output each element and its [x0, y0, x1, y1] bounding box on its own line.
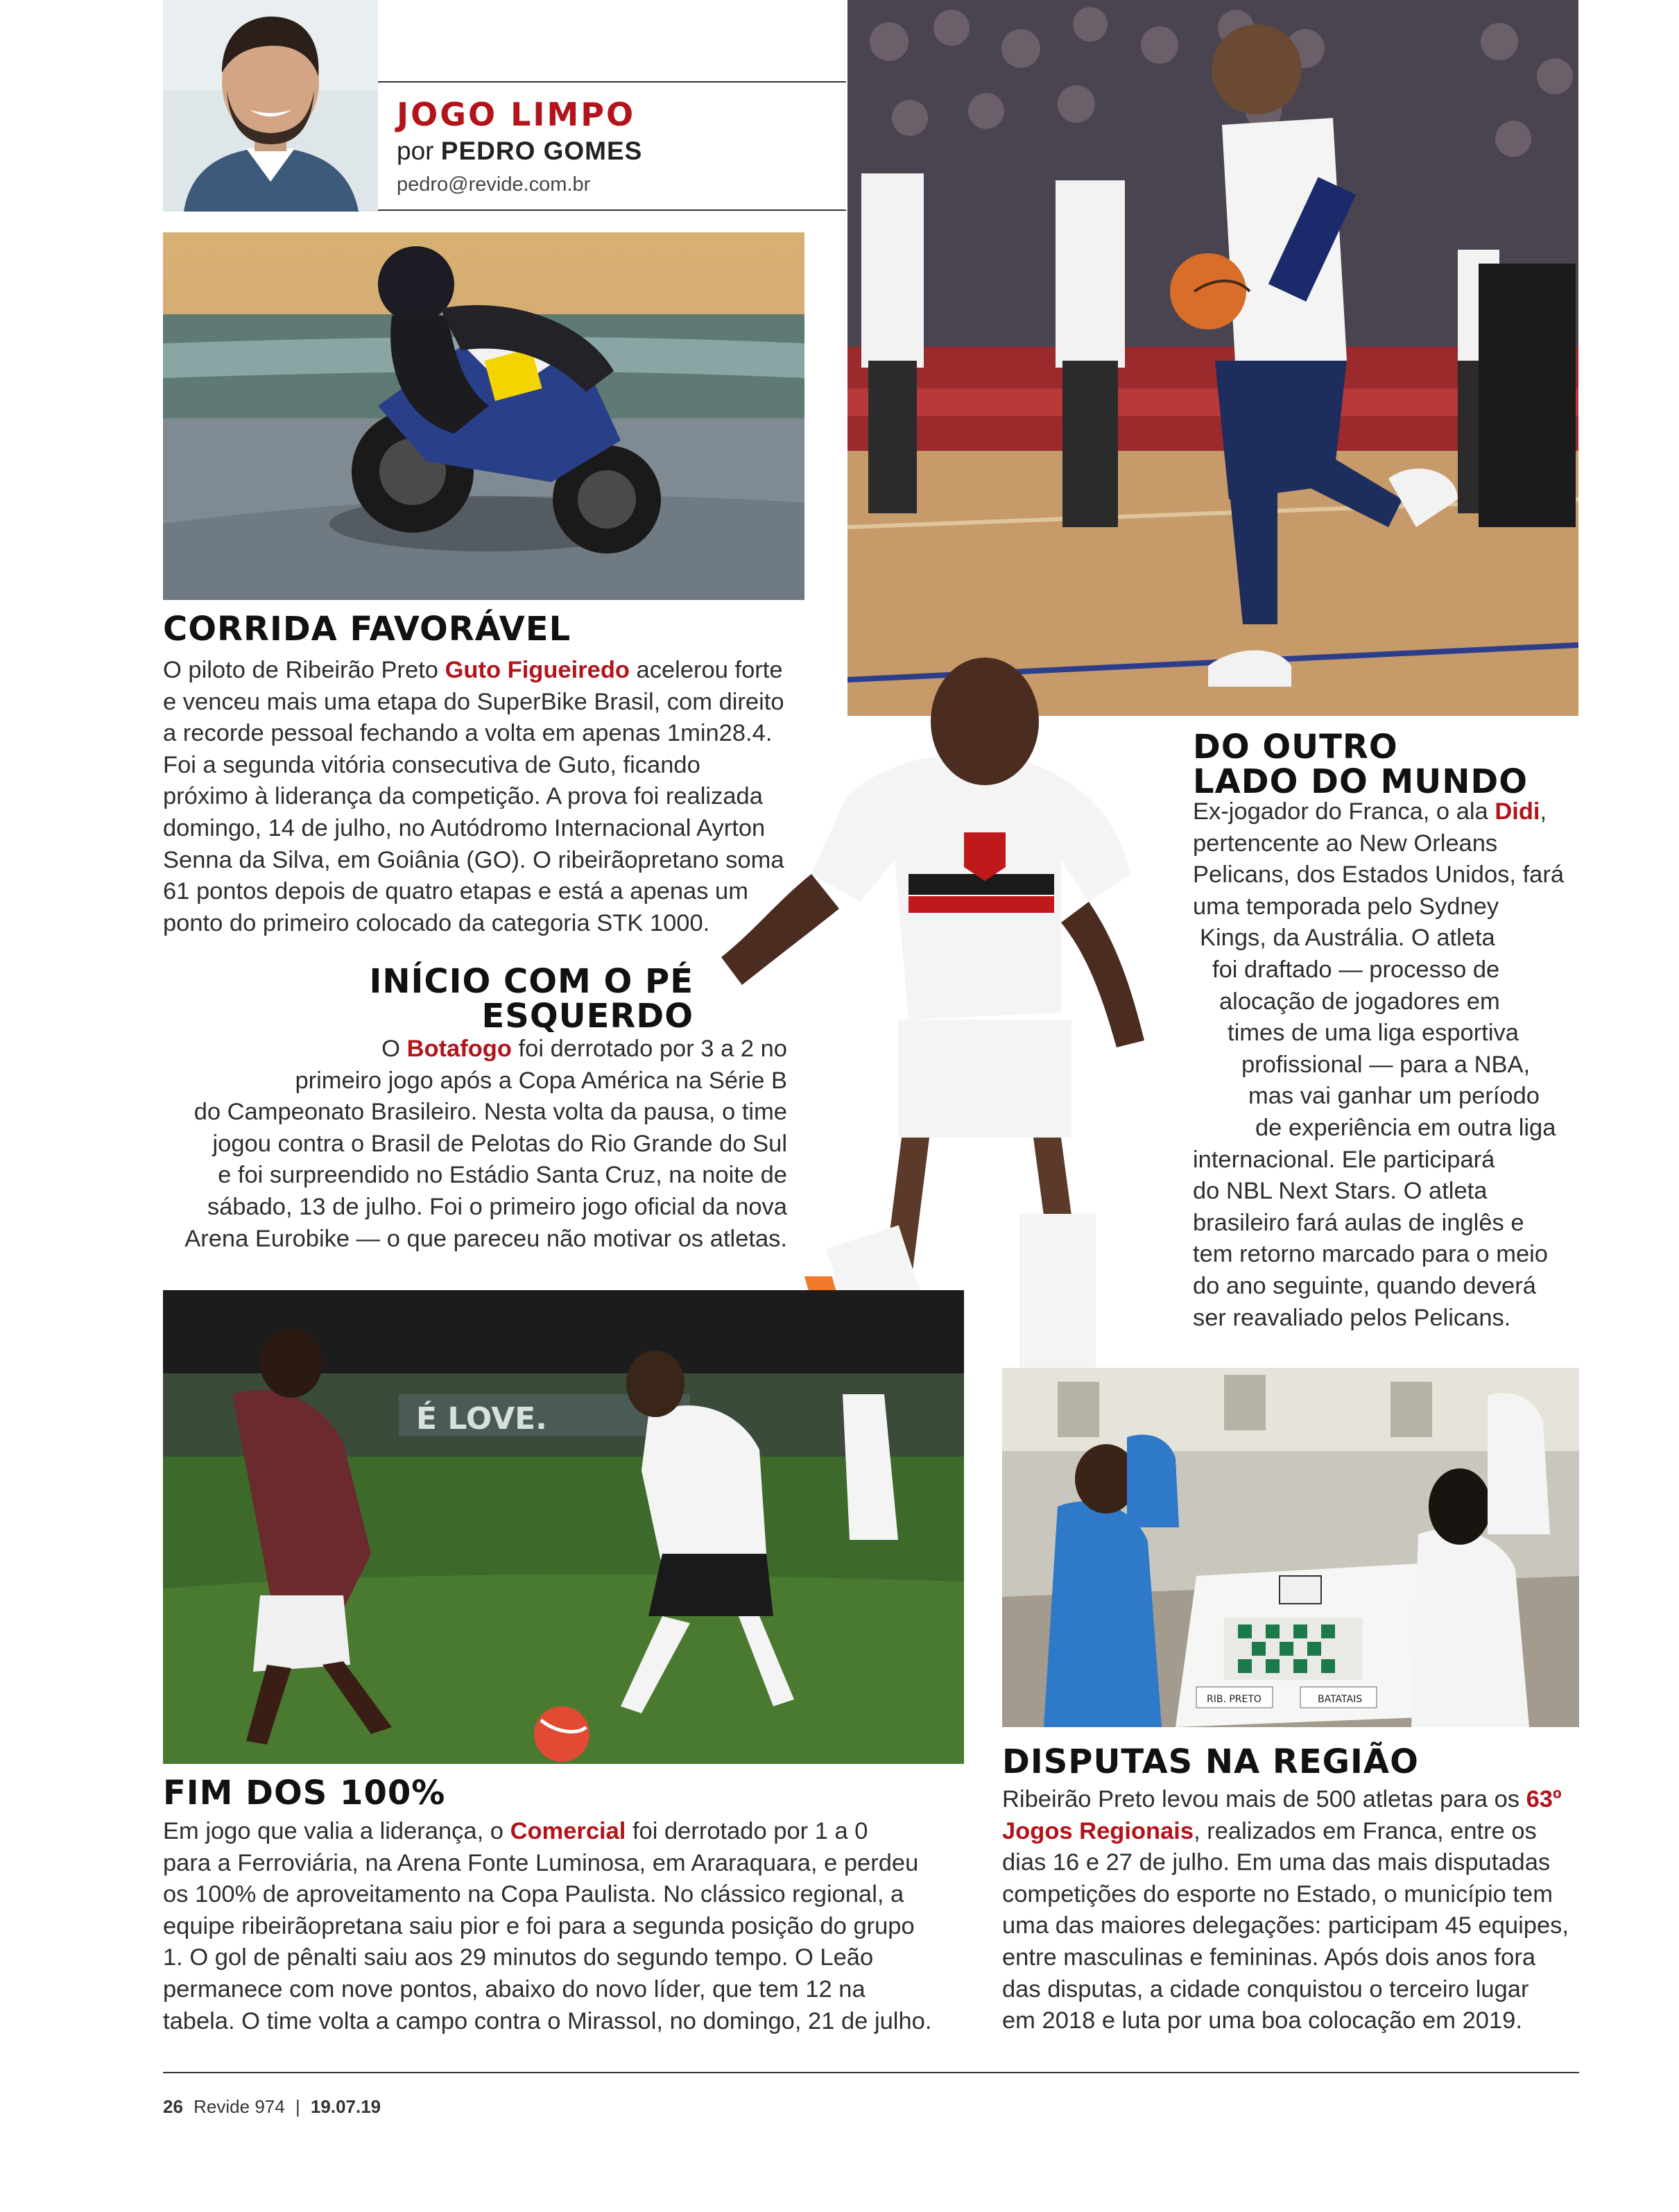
text-segment: foi derrotado por 3 a 2 no — [511, 1036, 787, 1062]
article-body-fim — [163, 1816, 967, 2037]
text-segment: acelerou forte — [629, 657, 783, 683]
text-segment: O — [381, 1036, 407, 1062]
article-heading-inicio — [370, 964, 694, 1034]
highlighted-name: Botafogo — [406, 1036, 512, 1062]
text-segment: domingo, 14 de julho, no Autódromo Internacional Ayrton — [163, 814, 766, 841]
text-line — [163, 1034, 787, 1065]
column-title: JOGO LIMPO — [397, 96, 636, 133]
text-segment: tem retorno marcado para o meio — [1193, 1241, 1548, 1268]
text-segment: e foi surpreendido no Estádio Santa Cruz, na noite de — [218, 1162, 787, 1189]
article-body-corrida — [163, 655, 808, 939]
text-segment: 1. O gol de pênalti saiu aos 29 minutos do segundo tempo. O Leão — [163, 1944, 874, 1971]
chess-photo — [1002, 1368, 1579, 1727]
article-body-disputas — [1002, 1784, 1578, 2037]
text-line — [163, 1942, 967, 1974]
text-line — [1193, 1144, 1581, 1176]
text-segment: permanece com nove pontos, abaixo do novo líder, que tem 12 na — [163, 1975, 866, 2003]
article-heading-outro-lado — [1193, 730, 1528, 800]
text-line — [1193, 954, 1581, 986]
text-line — [163, 1879, 967, 1911]
text-segment: brasileiro fará aulas de inglês e — [1193, 1209, 1524, 1236]
text-line — [1002, 1910, 1578, 1942]
text-line — [163, 1816, 967, 1848]
text-segment: 61 pontos depois de quatro etapas e está a apenas um — [163, 878, 748, 905]
heading-line: INÍCIO COM O PÉ — [369, 962, 694, 1001]
text-line — [1002, 1879, 1578, 1911]
text-segment: e venceu mais uma etapa do SuperBike Brasil, com direito — [163, 688, 784, 715]
article-heading-disputas: DISPUTAS NA REGIÃO — [1002, 1742, 1419, 1781]
text-segment: sábado, 13 de julho. Foi o primeiro jogo oficial da nova — [207, 1193, 787, 1220]
text-segment: tabela. O time volta a campo contra o Mirassol, no domingo, 21 de julho. — [163, 2007, 932, 2034]
magazine-issue: Revide 974 — [193, 2096, 285, 2117]
text-segment: ponto do primeiro colocado da categoria STK 1000. — [163, 909, 710, 936]
highlighted-name: Guto Figueiredo — [445, 657, 630, 683]
text-segment: das disputas, a cidade conquistou o terceiro lugar — [1002, 1975, 1529, 2003]
footer — [163, 2096, 381, 2118]
text-segment: equipe ribeirãopretana saiu pior e foi para a segunda posição do grupo — [163, 1912, 915, 1939]
text-line — [1193, 1303, 1581, 1335]
text-segment: uma das maiores delegações: participam 45 equipes, — [1002, 1912, 1569, 1939]
stadium-banner-text: É LOVE. — [416, 1401, 547, 1437]
text-segment: alocação de jogadores em — [1219, 988, 1500, 1015]
author-photo — [163, 0, 378, 212]
text-line — [163, 845, 808, 877]
text-line — [1002, 1974, 1578, 2006]
text-line — [1002, 1784, 1578, 1816]
chess-sign-right: BATATAIS — [1318, 1694, 1363, 1705]
article-heading-fim: FIM DOS 100% — [163, 1774, 446, 1812]
text-line — [163, 908, 808, 940]
text-line — [1002, 1942, 1578, 1974]
author-email: pedro@revide.com.br — [397, 173, 591, 196]
footer-date: 19.07.19 — [310, 2096, 381, 2117]
text-segment: dias 16 e 27 de julho. Em uma das mais disputadas — [1002, 1849, 1551, 1876]
article-body-outro-lado — [1193, 796, 1581, 1334]
page-number: 26 — [163, 2096, 183, 2117]
text-line — [163, 1097, 787, 1129]
text-segment: Foi a segunda vitória consecutiva de Guto, ficando — [163, 751, 700, 778]
column-byline — [397, 137, 642, 166]
text-segment: Senna da Silva, em Goiânia (GO). O ribeirãopretano soma — [163, 846, 784, 873]
text-line — [163, 2006, 967, 2038]
highlighted-name: Didi — [1495, 798, 1540, 825]
text-line — [1193, 859, 1581, 891]
highlighted-name: Jogos Regionais — [1002, 1817, 1194, 1844]
text-line — [1193, 1018, 1581, 1049]
text-line — [163, 876, 808, 908]
text-segment: uma temporada pelo Sydney — [1193, 893, 1499, 920]
text-line — [163, 1065, 787, 1097]
text-segment: O piloto de Ribeirão Preto — [163, 657, 445, 683]
text-line — [163, 750, 808, 782]
text-line — [163, 1192, 787, 1224]
text-line — [163, 687, 808, 719]
basketball-photo — [847, 0, 1578, 716]
heading-line: LADO DO MUNDO — [1193, 762, 1529, 802]
text-segment: foi draftado — processo de — [1212, 956, 1500, 983]
text-segment: primeiro jogo após a Copa América na Série B — [295, 1067, 787, 1094]
text-line — [1002, 1847, 1578, 1879]
text-segment: em 2018 e luta por uma boa colocação em 2019. — [1002, 2007, 1522, 2034]
text-line — [163, 1160, 787, 1192]
text-segment: foi derrotado por 1 a 0 — [626, 1818, 868, 1844]
text-line — [1193, 796, 1581, 828]
text-line — [1193, 986, 1581, 1018]
footer-rule — [163, 2072, 1579, 2073]
text-line — [163, 813, 808, 845]
text-segment: Pelicans, dos Estados Unidos, fará — [1193, 861, 1565, 889]
text-segment: internacional. Ele participará — [1193, 1146, 1495, 1173]
author-name: PEDRO GOMES — [440, 137, 643, 165]
text-line — [163, 1848, 967, 1880]
highlighted-name: 63º — [1526, 1786, 1562, 1812]
byline-prefix: por — [397, 137, 441, 165]
text-line — [163, 655, 808, 687]
text-line — [1193, 828, 1581, 860]
text-line — [163, 781, 808, 813]
soccer-match-photo — [163, 1290, 964, 1764]
text-line — [163, 1224, 787, 1255]
text-segment: de experiência em outra liga — [1255, 1114, 1556, 1141]
text-segment: entre masculinas e femininas. Após dois anos fora — [1002, 1944, 1536, 1971]
text-line — [1193, 923, 1581, 954]
chess-sign-left: RIB. PRETO — [1207, 1694, 1262, 1705]
header-rule — [378, 81, 846, 83]
text-segment: competições do esporte no Estado, o município tem — [1002, 1880, 1553, 1907]
text-segment: Kings, da Austrália. O atleta — [1200, 925, 1495, 952]
text-line — [1193, 1081, 1581, 1113]
text-segment: do ano seguinte, quando deverá — [1193, 1272, 1536, 1299]
text-line — [1193, 1176, 1581, 1208]
text-line — [163, 1129, 787, 1160]
text-line — [1002, 1816, 1578, 1848]
text-line — [163, 1911, 967, 1943]
text-segment: Em jogo que valia a liderança, o — [163, 1818, 510, 1844]
text-line — [1002, 2005, 1578, 2037]
text-line — [1193, 1271, 1581, 1303]
text-segment: próximo à liderança da competição. A prova foi realizada — [163, 783, 763, 810]
text-segment: Ribeirão Preto levou mais de 500 atletas para os — [1002, 1786, 1526, 1812]
text-line — [1193, 1208, 1581, 1240]
text-segment: jogou contra o Brasil de Pelotas do Rio Grande do Sul — [212, 1130, 787, 1157]
text-segment: , realizados em Franca, entre os — [1194, 1817, 1537, 1844]
text-segment: Ex-jogador do Franca, o ala — [1193, 798, 1495, 825]
text-line — [1193, 1239, 1581, 1271]
header-rule-bottom — [378, 209, 846, 211]
footer-separator: | — [295, 2096, 300, 2117]
text-segment: mas vai ganhar um período — [1248, 1083, 1540, 1110]
text-line — [163, 718, 808, 750]
text-line — [1193, 1113, 1581, 1144]
text-segment: profissional — para a NBA, — [1241, 1051, 1531, 1078]
text-segment: do NBL Next Stars. O atleta — [1193, 1178, 1488, 1205]
text-segment: ser reavaliado pelos Pelicans. — [1193, 1304, 1511, 1331]
text-segment: a recorde pessoal fechando a volta em apenas 1min28.4. — [163, 720, 773, 747]
article-body-inicio — [163, 1034, 787, 1255]
text-segment: para a Ferroviária, na Arena Fonte Luminosa, em Araraquara, e perdeu — [163, 1849, 919, 1876]
text-segment: os 100% de aproveitamento na Copa Paulista. No clássico regional, a — [163, 1881, 904, 1908]
text-line — [1193, 1049, 1581, 1081]
text-segment: times de uma liga esportiva — [1228, 1020, 1519, 1047]
highlighted-name: Comercial — [510, 1818, 626, 1844]
motorcycle-photo — [163, 232, 804, 600]
text-segment: pertencente ao New Orleans — [1193, 830, 1498, 857]
text-line — [163, 1974, 967, 2006]
heading-line: DO OUTRO — [1193, 728, 1398, 766]
text-segment: , — [1540, 798, 1547, 825]
text-segment: Arena Eurobike — o que pareceu não motivar os atletas. — [184, 1225, 787, 1252]
article-heading-corrida: CORRIDA FAVORÁVEL — [163, 610, 571, 649]
heading-line: ESQUERDO — [481, 997, 694, 1036]
text-segment: do Campeonato Brasileiro. Nesta volta da pausa, o time — [193, 1099, 787, 1126]
text-line — [1193, 891, 1581, 923]
